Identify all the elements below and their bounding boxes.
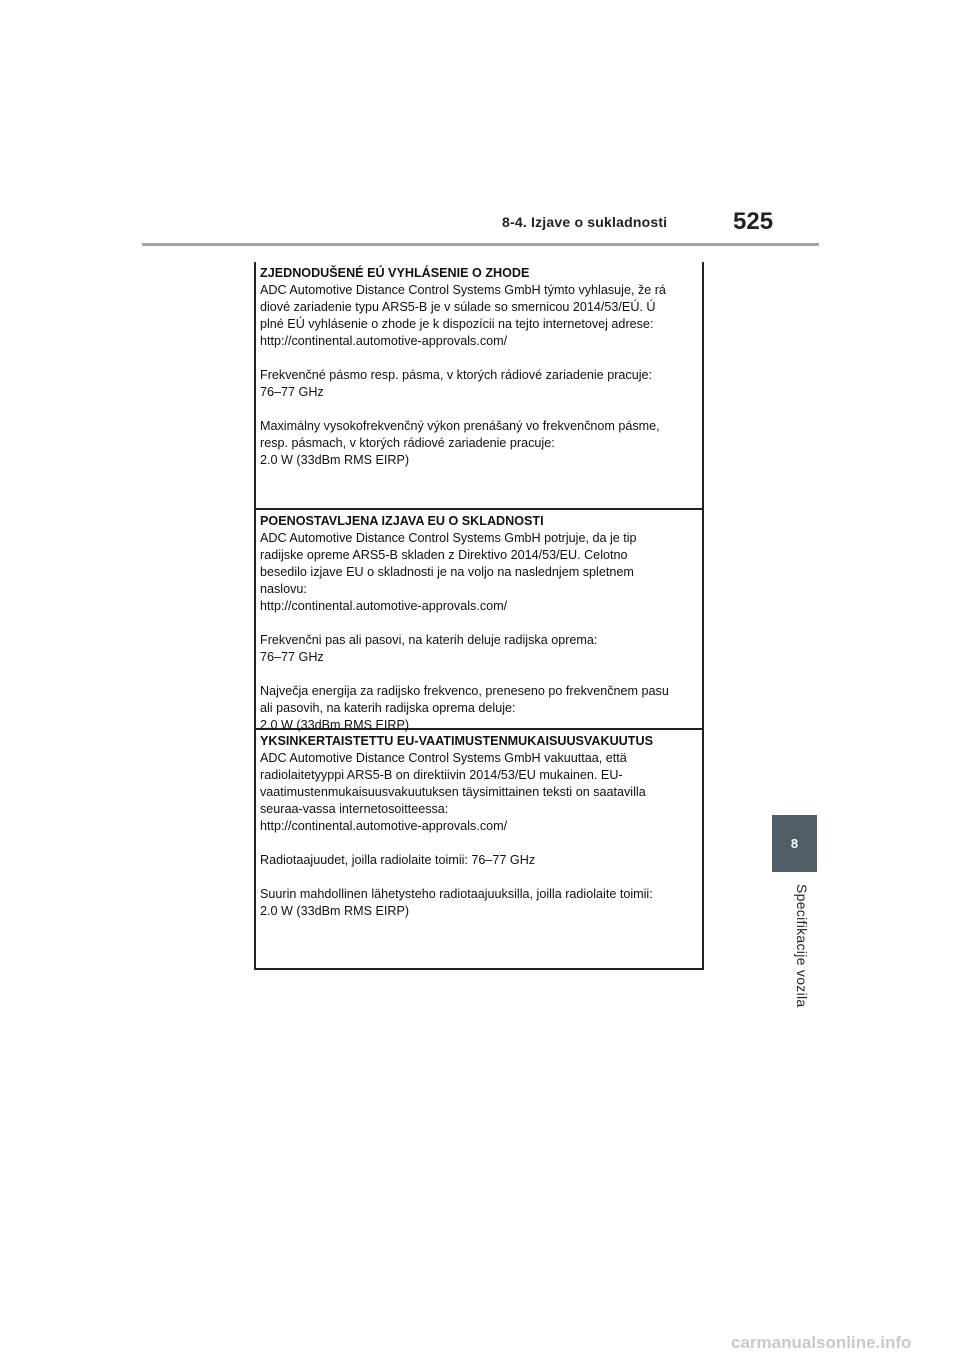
text-line: 2.0 W (33dBm RMS EIRP): [260, 904, 410, 918]
declaration-section-finnish: [256, 730, 702, 968]
text-line: naslovu:: [260, 582, 307, 596]
header-divider: [142, 243, 819, 246]
text-line: 2.0 W (33dBm RMS EIRP): [260, 718, 410, 732]
text-line: Radiotaajuudet, joilla radiolaite toimii: 76–77 GHz: [260, 853, 536, 867]
text-line: seuraa-vassa internetosoitteessa:: [260, 802, 449, 816]
text-line: Frekvenčni pas ali pasovi, na katerih deluje radijska oprema:: [260, 633, 598, 647]
text-line: resp. pásmach, v ktorých rádiové zariadenie pracuje:: [260, 436, 555, 450]
text-line: Suurin mahdollinen lähetysteho radiotaajuuksilla, joilla radiolaite toimii:: [260, 887, 653, 901]
paragraph-gap: [260, 615, 702, 632]
text-line: vaatimustenmukaisuusvakuutuksen täysimittainen teksti on saatavilla: [260, 785, 646, 799]
section-body: [260, 750, 702, 920]
text-line: http://continental.automotive-approvals.com/: [260, 819, 508, 833]
text-line: diové zariadenie typu ARS5-B je v súlade so smernicou 2014/53/EÚ. Ú: [260, 300, 656, 314]
watermark: carmanualsonline.info: [731, 1333, 912, 1352]
text-line: 2.0 W (33dBm RMS EIRP): [260, 453, 410, 467]
section-title: YKSINKERTAISTETTU EU-VAATIMUSTENMUKAISUUSVAKUUTUS: [260, 734, 653, 748]
section-body: [260, 530, 702, 734]
text-line: besedilo izjave EU o skladnosti je na voljo na naslednjem spletnem: [260, 565, 634, 579]
declaration-section-slovak: [256, 262, 702, 510]
paragraph-gap: [260, 666, 702, 683]
header-section-title: 8-4. Izjave o sukladnosti: [502, 214, 668, 230]
text-line: ADC Automotive Distance Control Systems GmbH potrjuje, da je tip: [260, 531, 637, 545]
declaration-box: [254, 262, 704, 970]
text-line: Frekvenčné pásmo resp. pásma, v ktorých rádiové zariadenie pracuje:: [260, 368, 652, 382]
chapter-label: Specifikacije vozila: [794, 884, 810, 1008]
section-title: ZJEDNODUŠENÉ EÚ VYHLÁSENIE O ZHODE: [260, 266, 530, 280]
text-line: 76–77 GHz: [260, 385, 324, 399]
text-line: plné EÚ vyhlásenie o zhode je k dispozícii na tejto internetovej adrese:: [260, 317, 654, 331]
text-line: 76–77 GHz: [260, 650, 324, 664]
declaration-section-slovenian: [256, 510, 702, 730]
text-line: ADC Automotive Distance Control Systems GmbH týmto vyhlasuje, že rá: [260, 283, 666, 297]
section-body: [260, 282, 702, 469]
paragraph-gap: [260, 350, 702, 367]
page-number: 525: [733, 208, 774, 235]
chapter-number: 8: [790, 836, 799, 851]
text-line: http://continental.automotive-approvals.com/: [260, 599, 508, 613]
paragraph-gap: [260, 869, 702, 886]
text-line: radiolaitetyyppi ARS5-B on direktiivin 2014/53/EU mukainen. EU-: [260, 768, 623, 782]
chapter-tab[interactable]: [772, 815, 817, 872]
text-line: ADC Automotive Distance Control Systems GmbH vakuuttaa, että: [260, 751, 627, 765]
text-line: ali pasovih, na katerih radijska oprema deluje:: [260, 701, 516, 715]
paragraph-gap: [260, 401, 702, 418]
text-line: http://continental.automotive-approvals.com/: [260, 334, 508, 348]
section-title: POENOSTAVLJENA IZJAVA EU O SKLADNOSTI: [260, 514, 544, 528]
text-line: Največja energija za radijsko frekvenco, preneseno po frekvenčnem pasu: [260, 684, 669, 698]
text-line: radijske opreme ARS5-B skladen z Direktivo 2014/53/EU. Celotno: [260, 548, 628, 562]
text-line: Maximálny vysokofrekvenčný výkon prenášaný vo frekvenčnom pásme,: [260, 419, 660, 433]
paragraph-gap: [260, 835, 702, 852]
